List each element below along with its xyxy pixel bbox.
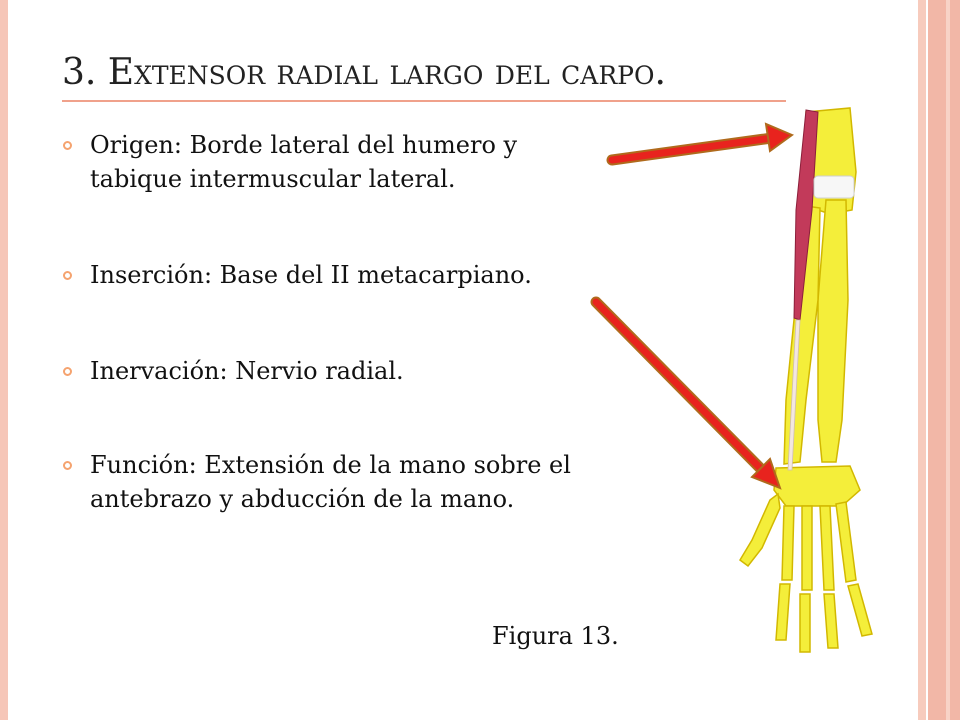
bullet-ring-icon	[63, 367, 72, 376]
bullet-function	[60, 448, 571, 516]
bullet-insertion	[60, 258, 532, 292]
bullet-ring-icon	[63, 141, 72, 150]
bullet-text: antebrazo y abducción de la mano.	[90, 485, 515, 513]
bullet-innervation	[60, 354, 404, 388]
bullet-text: tabique intermuscular lateral.	[90, 165, 456, 193]
bullet-text: Inserción: Base del II metacarpiano.	[90, 261, 532, 289]
bullet-ring-icon	[63, 461, 72, 470]
bullet-ring-icon	[63, 271, 72, 280]
elbow-joint-capsule	[814, 176, 854, 198]
arrow-to-insertion	[596, 302, 780, 488]
bullet-origin	[60, 128, 517, 196]
figure-caption: Figura 13.	[492, 622, 619, 650]
bullet-text: Origen: Borde lateral del humero y	[90, 131, 518, 159]
bullet-text: Función: Extensión de la mano sobre el	[90, 451, 571, 479]
arrow-to-origin	[612, 124, 792, 160]
bullet-text: Inervación: Nervio radial.	[90, 357, 404, 385]
slide-title: 3. Extensor radial largo del carpo.	[62, 52, 666, 93]
